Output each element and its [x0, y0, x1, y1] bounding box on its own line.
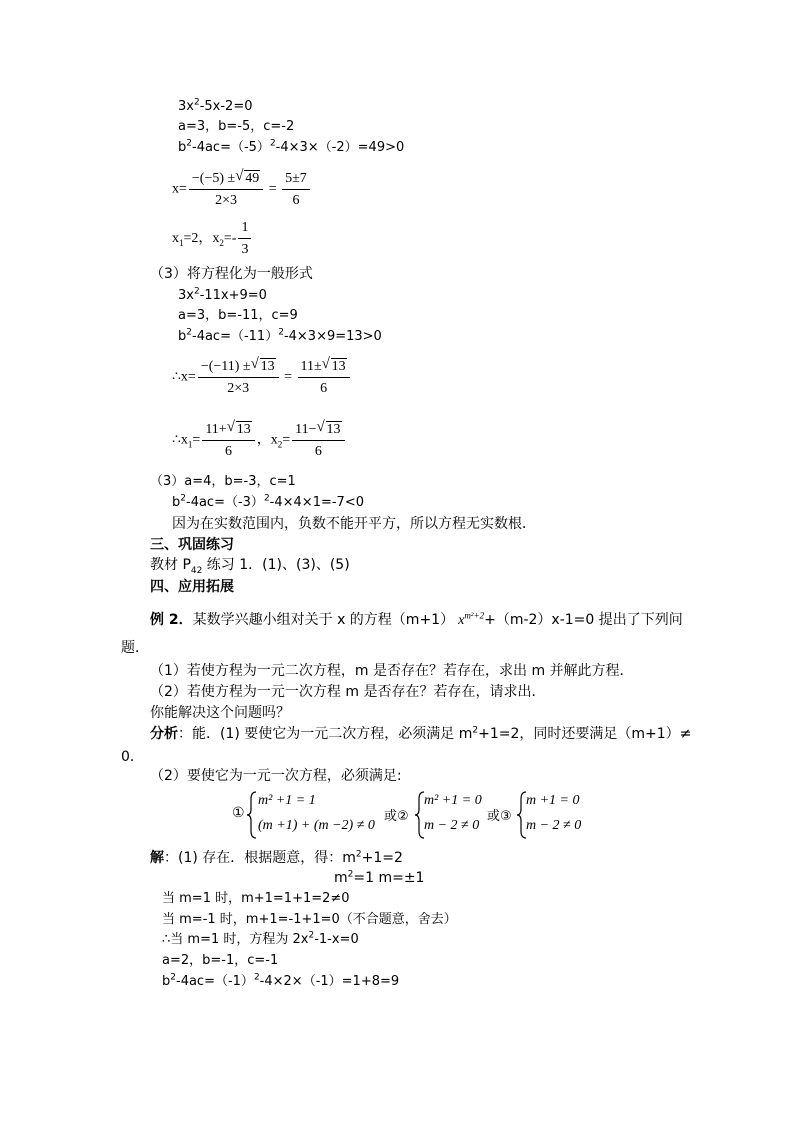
example2-question1: （1）若使方程为一元二次方程，m 是否存在？若存在，求出 m 并解此方程． [150, 663, 634, 679]
or-label-2: 或③ [487, 809, 512, 824]
example2-statement: 例 2．某数学兴趣小组对关于 x 的方程（m+1） $x^{m^2+2}+(m-2)x-1=0$ 提出了下列问 [150, 610, 683, 628]
system2-eq2: m − 2 ≠ 0 [424, 818, 480, 833]
section-heading-practice: 三、巩固练习 [150, 537, 234, 553]
discriminant-line-2: $b^2-4ac=(-11)^2-4\times 3\times 9=13>0$ [178, 327, 382, 344]
analysis-part2: （2）要使它为一元一次方程，必须满足: [150, 768, 402, 784]
quadratic-formula-2: ∴x= −(−11) ± √ 13 2×3 = 11± √ 13 6 [172, 358, 352, 397]
part3b-coefficients: （3）a=4，b=-3，c=1 [150, 474, 296, 489]
solution-case-m1: 当 m=1 时，m+1=1+1=2≠0 [162, 891, 350, 906]
analysis-line: 分析：能．(1) 要使它为一元二次方程，必须满足 $m^2+1=2$，同时还要满足（m+1）≠ [150, 725, 692, 742]
left-brace-1 [246, 791, 258, 839]
example2-statement-cont: 题． [121, 640, 149, 656]
system1-eq1: m² +1 = 1 [258, 793, 316, 808]
no-real-root-statement: 因为在实数范围内，负数不能开平方，所以方程无实数根． [172, 516, 536, 532]
system1-eq2: (m +1) + (m −2) ≠ 0 [258, 818, 375, 833]
analysis-line-cont: 0． [121, 749, 144, 765]
equation-line: $3x^2-5x-2=0$ [178, 97, 253, 114]
example2-question3: 你能解决这个问题吗？ [150, 705, 290, 721]
roots-line-1: $x_1=2$，$x_2=-$ $\frac{1}{3}$ [172, 220, 253, 258]
solution-line1: 解：(1) 存在．根据题意，得：$m^2+1=2$ [150, 849, 403, 866]
solution-case-m-neg1: 当 m=-1 时，m+1=-1+1=0（不合题意，舍去） [162, 912, 457, 927]
solution-line2: $m^2=1$ m=±1 [334, 869, 425, 886]
solution-equation: ∴当 m=1 时，方程为 $2x^2-1-x=0$ [162, 930, 359, 947]
system3-eq1: m +1 = 0 [526, 793, 580, 808]
solution-discriminant: $b^2-4ac=(-1)^2-4\times 2\times(-1)=1+8=9$ [162, 972, 400, 989]
discriminant-line: $b^2-4ac=(-5)^2-4\times 3\times(-2)=49>0$ [178, 138, 405, 155]
circle-one-label: ① [232, 806, 245, 821]
example2-question2: （2）若使方程为一元一次方程 m 是否存在？若存在，请求出． [150, 684, 546, 700]
roots-line-2: $\therefore x_1=$ 11+ √ 13 6 ，$x_2=$ 11− √ 13 6 [172, 421, 347, 460]
system3-eq2: m − 2 ≠ 0 [526, 818, 582, 833]
quadratic-formula-1: x= −(−5) ± √ 49 2×3 = $\frac{5\pm 7}{6}$ [172, 170, 312, 209]
system2-eq1: m² +1 = 0 [424, 793, 482, 808]
part3-heading: （3）将方程化为一般形式 [150, 266, 313, 282]
textbook-exercise-line: 教材 $P_{42}$ 练习 1．(1)、(3)、(5) [150, 557, 350, 576]
or-label-1: 或② [384, 809, 409, 824]
coefficients-line-2: a=3，b=-11，c=9 [178, 308, 298, 323]
solution-coefficients: a=2，b=-1，c=-1 [162, 953, 279, 968]
section-heading-application: 四、应用拓展 [150, 579, 234, 595]
equation-line-2: $3x^2-11x+9=0$ [178, 286, 267, 303]
coefficients-line: a=3，b=-5，c=-2 [178, 119, 295, 134]
discriminant-line-3: $b^2-4ac=(-3)^2-4\times 4\times 1=-7<0$ [172, 493, 364, 510]
